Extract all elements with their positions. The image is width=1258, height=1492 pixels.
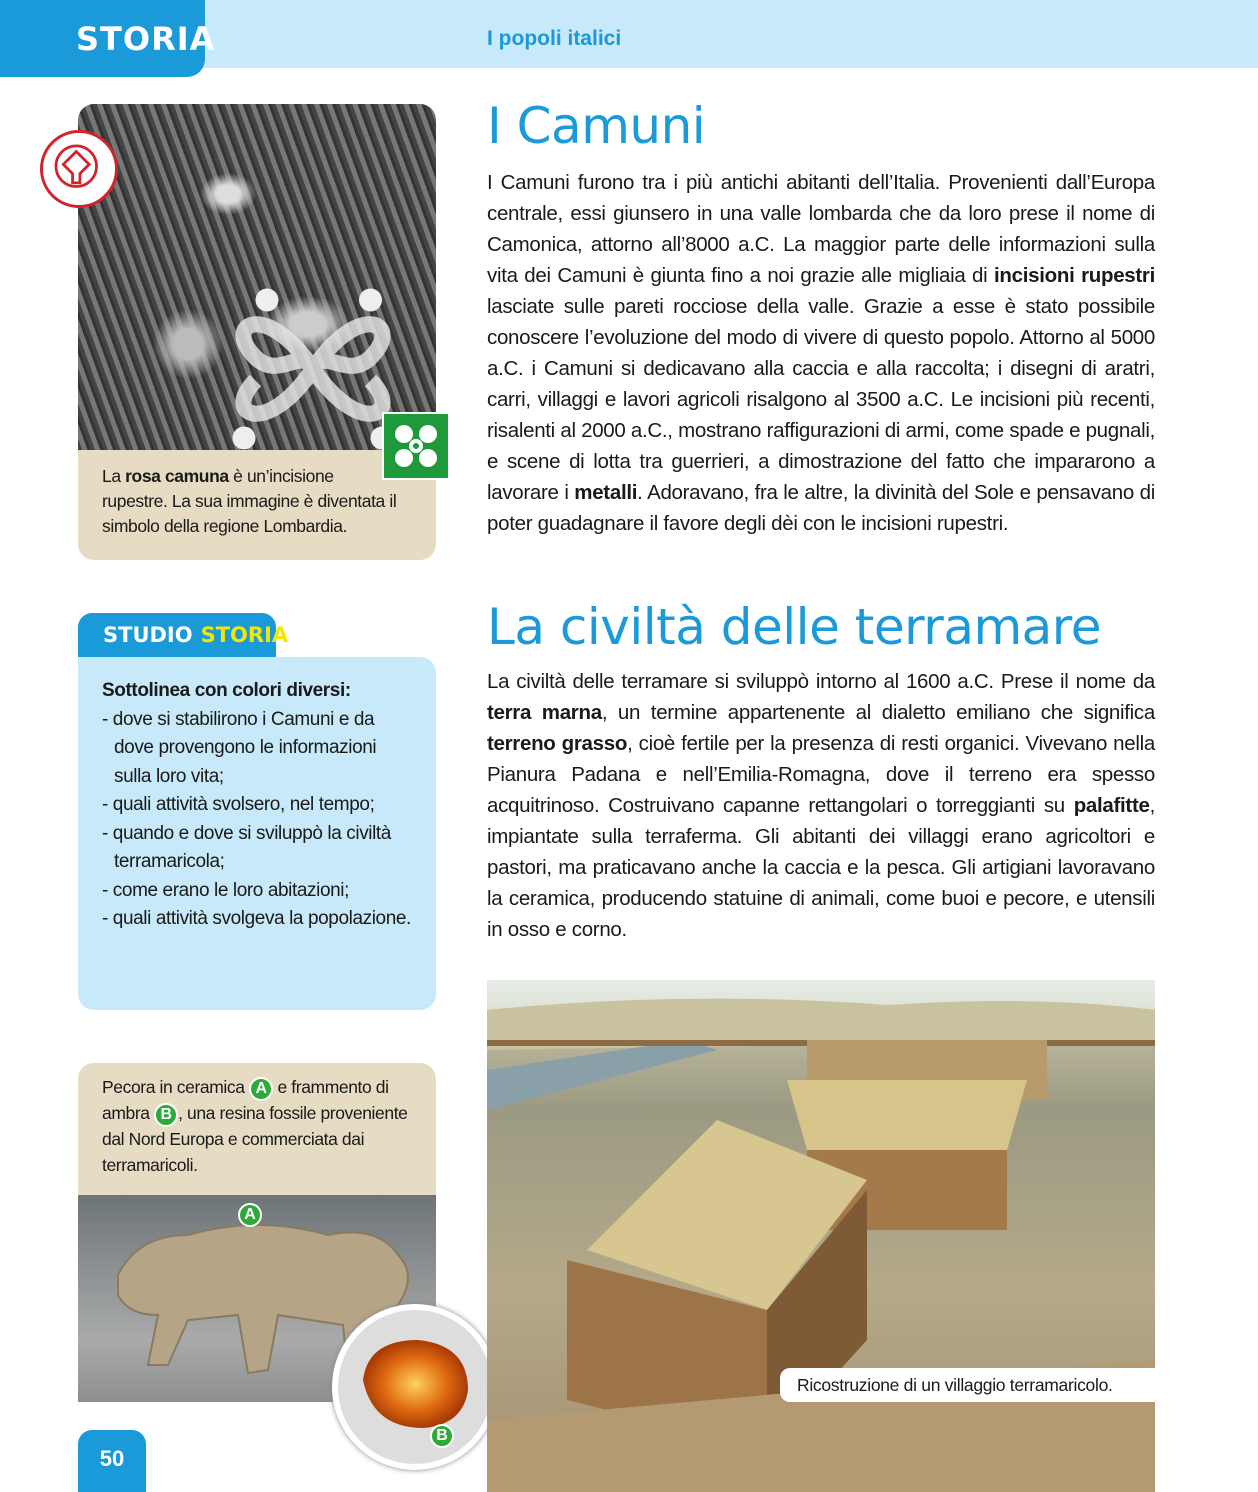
subject-label: STORIA <box>0 0 205 77</box>
studio-item: - quali attività svolgeva la popolazione. <box>102 908 411 929</box>
studio-item: - come erano le loro abitazioni; <box>102 879 350 901</box>
lombardia-symbol-icon <box>382 412 450 480</box>
text-segment: , impiantate sulla terraferma. Gli abitanti dei villaggi erano agricoltori e pastori, ma praticavano anche la caccia e la pesca. Gli artigiani lavoravano la ceramica, producendo statuine di animali, come buoi e pecore, e utensili in osso e corno. <box>487 794 1155 941</box>
terramare-village-illustration <box>487 980 1155 1492</box>
rosa-camuna-photo <box>78 104 436 450</box>
bold-term: palafitte <box>1073 794 1150 817</box>
studio-item: - quali attività svolsero, nel tempo; <box>102 794 375 815</box>
text-segment: , cioè fertile per la presenza di resti organici. Vivevano nella Pianura Padana e nell’Emilia-Romagna, dove il terreno era spesso acquitrinoso. Costruivano capanne rettangolari o torreggianti su <box>487 732 1155 817</box>
rosa-camuna-caption: La rosa camuna è un’incisione rupestre. La sua immagine è diventata il simbolo della regione Lombardia. <box>78 450 436 560</box>
studio-item: - dove si stabilirono i Camuni e da dove provengono le informazioni sulla loro vita; <box>102 708 377 787</box>
studio-item: - quando e dove si sviluppò la civiltà terramaricola; <box>102 822 391 872</box>
text-segment: , un termine appartenente al dialetto emiliano che significa <box>601 701 1155 724</box>
page-number: 50 <box>78 1430 146 1492</box>
bold-term: incisioni rupestri <box>994 264 1155 287</box>
studio-title: Sottolinea con colori diversi: <box>102 680 351 701</box>
heading-terramare: La civiltà delle terramare <box>487 598 1102 656</box>
text-segment: . Adoravano, fra le altre, la divinità del Sole e pensavano di poter guadagnare il favore degli dèi con le incisioni rupestri. <box>487 481 1155 535</box>
studio-storia-tab: STUDIO STORIA <box>78 613 276 659</box>
badge-a: A <box>238 1203 262 1227</box>
studio-storia-box <box>78 657 436 1010</box>
bold-term: terra marna <box>487 701 602 724</box>
amber-photo <box>332 1304 498 1470</box>
reperti-caption: Pecora in ceramica A e frammento di ambra B , una resina fossile proveniente dal Nord Europa e commerciata dai terramaricoli. <box>78 1063 436 1195</box>
bold-term: terreno grasso <box>487 732 628 755</box>
text-segment: La civiltà delle terramare si sviluppò intorno al 1600 a.C. Prese il nome da <box>487 670 1155 693</box>
village-caption: Ricostruzione di un villaggio terramaricolo. <box>780 1368 1155 1402</box>
terramare-paragraph <box>487 666 1155 945</box>
badge-b: B <box>430 1424 454 1448</box>
unesco-world-heritage-logo <box>40 130 118 208</box>
bold-term: metalli <box>574 481 638 504</box>
text-segment: I Camuni furono tra i più antichi abitanti dell’Italia. Provenienti dall’Europa centrale, essi giunsero in una valle lombarda che da loro prese il nome di Camonica, attorno all’8000 a.C. La maggior parte delle informazioni sulla vita dei Camuni è giunta fino a noi grazie alle migliaia di <box>487 171 1155 287</box>
text-segment: lasciate sulle pareti rocciose della valle. Grazie a esse è stato possibile conoscere l’evoluzione del modo di vivere di questo popolo. Attorno al 5000 a.C. i Camuni si dedicavano alla caccia e alla raccolta; i disegni di aratri, carri, villaggi e lavori agricoli risalgono al 3500 a.C. Le incisioni più recenti, risalenti al 2000 a.C., mostrano raffigurazioni di armi, come spade e pugnali, e scene di lotta tra guerrieri, a dimostrazione del fatto che impararono a lavorare i <box>487 295 1155 504</box>
section-title: I popoli italici <box>487 27 622 50</box>
heading-camuni: I Camuni <box>487 97 706 155</box>
camuni-paragraph <box>487 167 1155 539</box>
